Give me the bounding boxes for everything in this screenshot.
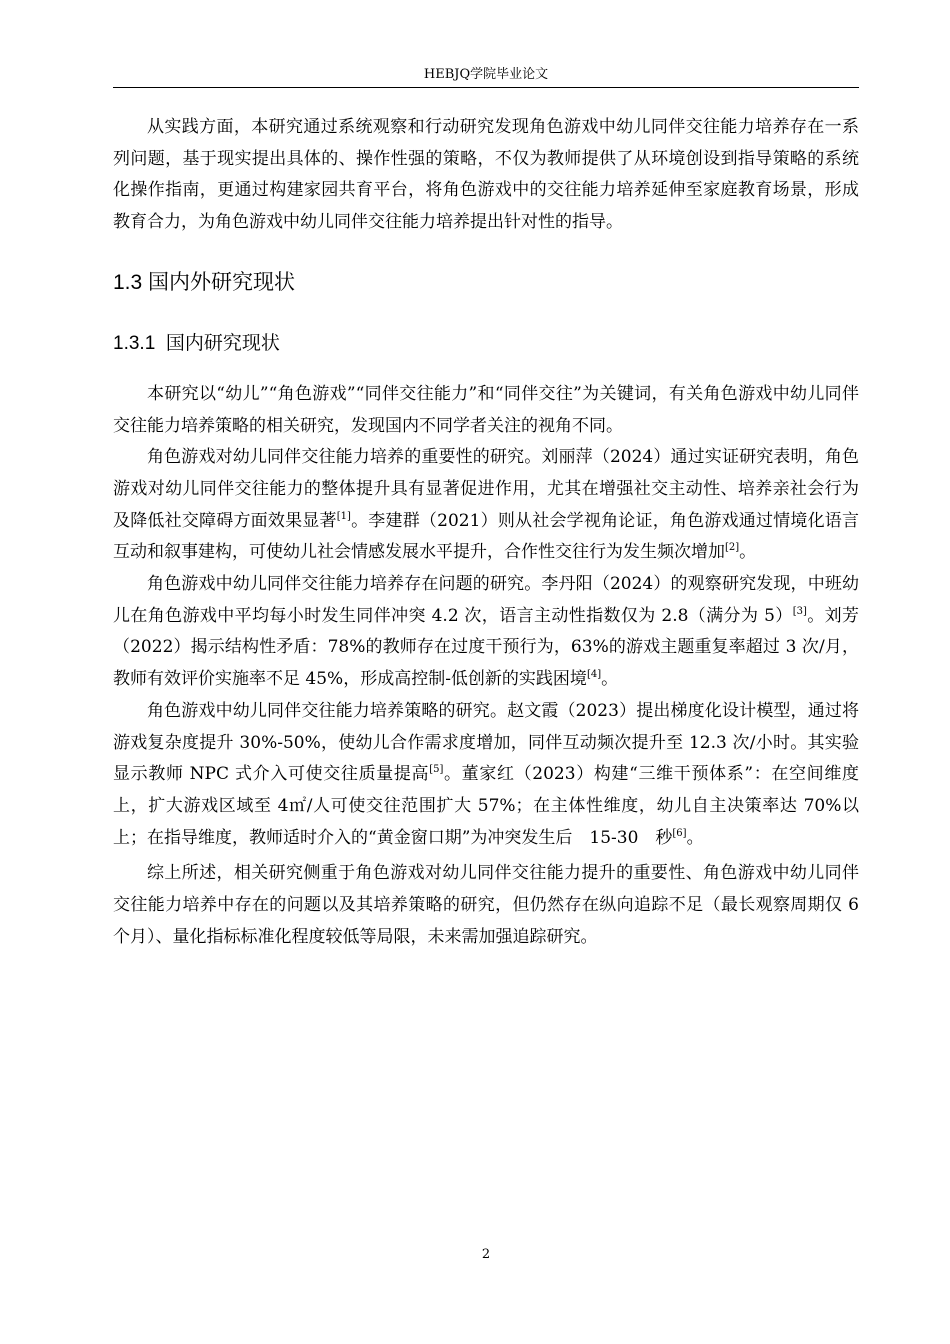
- paragraph-text: 。李建群（2021）则从社会学视角论证，角色游戏通过情境化语言互动和叙事建构，可使幼儿社会情感发展水平提升，合作性交往行为发生频次增加: [113, 510, 860, 563]
- citation-ref[interactable]: [4]: [586, 669, 602, 681]
- citation-ref[interactable]: [6]: [672, 827, 687, 839]
- page-header: HEBJQ学院毕业论文: [423, 67, 549, 82]
- section-number: 1.3: [113, 270, 143, 294]
- paragraph-text: 。: [739, 542, 757, 563]
- paragraph-text: 。董家红（2023）构建“三维干预体系”：在空间维度上，扩大游戏区域至 4㎡/人可使交往范围扩大 57%；在主体性维度，幼儿自主决策率达 70%以上；在指导维度，教师适时介入的“黄金窗口期”为冲突发生后 15-30 秒: [113, 764, 859, 848]
- subsection-title: 国内研究现状: [165, 332, 280, 354]
- intro-paragraph: 从实践方面，本研究通过系统观察和行动研究发现角色游戏中幼儿同伴交往能力培养存在一系列问题，基于现实提出具体的、操作性强的策略，不仅为教师提供了从环境创设到指导策略的系统化操作指南，更通过构建家园共育平台，将角色游戏中的交往能力培养延伸至家庭教育场景，形成教育合力，为角色游戏中幼儿同伴交往能力培养提出针对性的指导。: [113, 117, 859, 233]
- paragraph-text: 。刘芳（2022）揭示结构性矛盾：78%的教师存在过度干预行为，63%的游戏主题重复率超过 3 次/月，教师有效评价实施率不足 45%，形成高控制-低创新的实践困境: [113, 605, 859, 690]
- page-body: [113, 112, 859, 953]
- subsection-number: 1.3.1: [113, 332, 156, 354]
- paragraph-text: 。: [686, 827, 704, 848]
- citation-ref[interactable]: [3]: [792, 605, 807, 617]
- citation-ref[interactable]: [1]: [336, 510, 351, 522]
- section-heading: [113, 269, 859, 297]
- paragraph-text: 角色游戏中幼儿同伴交往能力培养策略的研究。赵文霞（2023）提出梯度化设计模型，通过将游戏复杂度提升 30%-50%，使幼儿合作需求度增加，同伴互动频次提升至 12.3 次/小时。其实验显示教师 NPC 式介入可使交往质量提高: [113, 700, 859, 785]
- paragraph-problems: [113, 569, 859, 696]
- paragraph-strategies: [113, 696, 859, 855]
- section-title: 国内外研究现状: [148, 270, 296, 294]
- subsection-heading: [113, 331, 859, 357]
- paragraph-importance: [113, 442, 859, 569]
- paragraph-summary: 综上所述，相关研究侧重于角色游戏对幼儿同伴交往能力提升的重要性、角色游戏中幼儿同伴交往能力培养中存在的问题以及其培养策略的研究，但仍然存在纵向追踪不足（最长观察周期仅 6 个月）、量化指标标准化程度较低等局限，未来需加强追踪研究。: [113, 863, 859, 947]
- paragraph-text: 。: [601, 669, 619, 690]
- paragraph-keywords: 本研究以“幼儿”“角色游戏”“同伴交往能力”和“同伴交往”为关键词，有关角色游戏中幼儿同伴交往能力培养策略的相关研究，发现国内不同学者关注的视角不同。: [113, 383, 859, 436]
- page-number: 2: [481, 1247, 491, 1262]
- citation-ref[interactable]: [5]: [429, 764, 444, 776]
- paragraph-text: 角色游戏中幼儿同伴交往能力培养存在问题的研究。李丹阳（2024）的观察研究发现，中班幼儿在角色游戏中平均每小时发生同伴冲突 4.2 次，语言主动性指数仅为 2.8（满分为 5）: [113, 574, 859, 626]
- header-rule: [113, 87, 859, 88]
- paragraph-text: 角色游戏对幼儿同伴交往能力培养的重要性的研究。刘丽萍（2024）通过实证研究表明，角色游戏对幼儿同伴交往能力的整体提升具有显著促进作用，尤其在增强社交主动性、培养亲社会行为及降低社交障碍方面效果显著: [113, 447, 859, 531]
- citation-ref[interactable]: [2]: [725, 542, 740, 554]
